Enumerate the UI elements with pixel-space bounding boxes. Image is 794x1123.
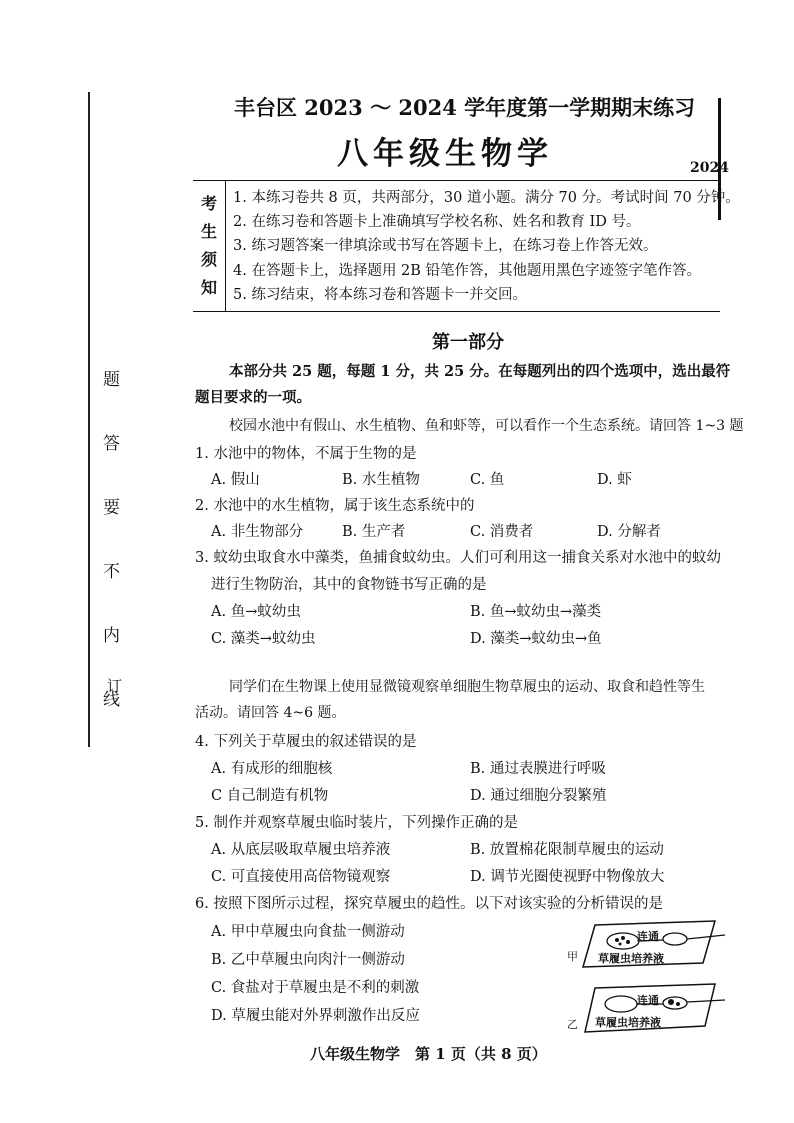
option-d: D. 虾 bbox=[597, 472, 632, 488]
figure-connect-label: 连通 bbox=[637, 994, 659, 1007]
context-text: 校园水池中有假山、水生植物、鱼和虾等，可以看作一个生态系统。请回答 1~3 题 bbox=[229, 418, 744, 434]
notice-list bbox=[233, 186, 740, 307]
notice-item: 5. 练习结束，将本练习卷和答题卡一并交回。 bbox=[233, 286, 527, 303]
binding-char: 答 bbox=[103, 434, 120, 454]
figure-culture-label: 草履虫培养液 bbox=[595, 1016, 661, 1029]
binding-char: 题 bbox=[103, 370, 120, 390]
binding-char: 不 bbox=[103, 562, 120, 582]
figure-label: 甲 bbox=[567, 950, 578, 963]
notice-heading-char: 须 bbox=[200, 250, 217, 269]
exam-subtitle: 八年级生物学 bbox=[337, 136, 553, 172]
option-a: A. 鱼→蚊幼虫 bbox=[211, 604, 301, 620]
notice-box bbox=[193, 180, 740, 312]
option-d: D. 通过细胞分裂繁殖 bbox=[470, 788, 607, 804]
experiment-figure-jia bbox=[565, 915, 725, 971]
binding-char: 内 bbox=[103, 626, 120, 646]
page-footer: 八年级生物学 第 1 页（共 8 页） bbox=[310, 1045, 547, 1063]
option-a: A. 假山 bbox=[211, 472, 260, 488]
option-c: C. 藻类→蚊幼虫 bbox=[211, 631, 316, 647]
question-stem: 1. 水池中的物体，不属于生物的是 bbox=[195, 446, 417, 462]
option-a: A. 非生物部分 bbox=[211, 524, 304, 540]
option-d: D. 藻类→蚊幼虫→鱼 bbox=[470, 631, 602, 647]
notice-item: 2. 在练习卷和答题卡上准确填写学校名称、姓名和教育 ID 号。 bbox=[233, 214, 641, 231]
notice-item: 4. 在答题卡上，选择题用 2B 铅笔作答，其他题用黑色字迹签字笔作答。 bbox=[233, 262, 702, 279]
exam-title: 丰台区 2023 ～ 2024 学年度第一学期期末练习 bbox=[234, 95, 696, 120]
figure-connect-label: 连通 bbox=[637, 930, 659, 943]
option-d: D. 分解者 bbox=[597, 524, 661, 540]
context-text: 活动。请回答 4~6 题。 bbox=[195, 705, 346, 721]
question-stem: 进行生物防治，其中的食物链书写正确的是 bbox=[211, 577, 487, 593]
notice-item: 1. 本练习卷共 8 页，共两部分，30 道小题。满分 70 分。考试时间 70 分钟。 bbox=[233, 190, 740, 206]
exam-date: 2024 bbox=[690, 160, 729, 176]
question-stem: 6. 按照下图所示过程，探究草履虫的趋性。以下对该实验的分析错误的是 bbox=[195, 896, 663, 912]
part-intro: 本部分共 25 题，每题 1 分，共 25 分。在每题列出的四个选项中，选出最符 bbox=[229, 363, 731, 380]
option-a: A. 有成形的细胞核 bbox=[211, 761, 333, 777]
option-b: B. 鱼→蚊幼虫→藻类 bbox=[470, 604, 602, 620]
question-stem: 5. 制作并观察草履虫临时装片，下列操作正确的是 bbox=[195, 815, 518, 831]
option-b: B. 乙中草履虫向肉汁一侧游动 bbox=[211, 952, 405, 968]
notice-item: 3. 练习题答案一律填涂或书写在答题卡上，在练习卷上作答无效。 bbox=[233, 238, 658, 255]
notice-heading-char: 知 bbox=[200, 278, 217, 297]
option-c: C. 食盐对于草履虫是不利的刺激 bbox=[211, 980, 420, 996]
option-d: D. 调节光圈使视野中物像放大 bbox=[470, 869, 665, 885]
option-b: B. 水生植物 bbox=[342, 472, 420, 488]
notice-heading bbox=[193, 181, 226, 311]
option-c: C 自己制造有机物 bbox=[211, 788, 329, 804]
figure-culture-label: 草履虫培养液 bbox=[598, 952, 664, 965]
part-title: 第一部分 bbox=[432, 332, 504, 353]
option-c: C. 鱼 bbox=[470, 472, 505, 488]
binding-mark: 订 bbox=[107, 677, 123, 695]
option-a: A. 甲中草履虫向食盐一侧游动 bbox=[211, 924, 405, 940]
question-stem: 3. 蚊幼虫取食水中藻类，鱼捕食蚊幼虫。人们可利用这一捕食关系对水池中的蚊幼 bbox=[195, 550, 721, 566]
option-d: D. 草履虫能对外界刺激作出反应 bbox=[211, 1008, 420, 1024]
part-intro: 题目要求的一项。 bbox=[195, 389, 311, 406]
context-text: 同学们在生物课上使用显微镜观察单细胞生物草履虫的运动、取食和趋性等生 bbox=[229, 679, 705, 695]
option-a: A. 从底层吸取草履虫培养液 bbox=[211, 842, 391, 858]
notice-heading-char: 生 bbox=[200, 222, 217, 241]
option-c: C. 可直接使用高倍物镜观察 bbox=[211, 869, 391, 885]
option-b: B. 放置棉花限制草履虫的运动 bbox=[470, 842, 664, 858]
binding-line bbox=[88, 92, 90, 747]
question-stem: 4. 下列关于草履虫的叙述错误的是 bbox=[195, 734, 417, 750]
notice-heading-char: 考 bbox=[200, 194, 217, 213]
binding-char: 线 bbox=[103, 690, 120, 710]
experiment-figure-yi bbox=[565, 980, 725, 1036]
question-stem: 2. 水池中的水生植物，属于该生态系统中的 bbox=[195, 498, 475, 514]
option-b: B. 通过表膜进行呼吸 bbox=[470, 761, 606, 777]
option-b: B. 生产者 bbox=[342, 524, 406, 540]
binding-char: 要 bbox=[103, 498, 120, 518]
figure-label: 乙 bbox=[567, 1018, 578, 1031]
option-c: C. 消费者 bbox=[470, 524, 534, 540]
